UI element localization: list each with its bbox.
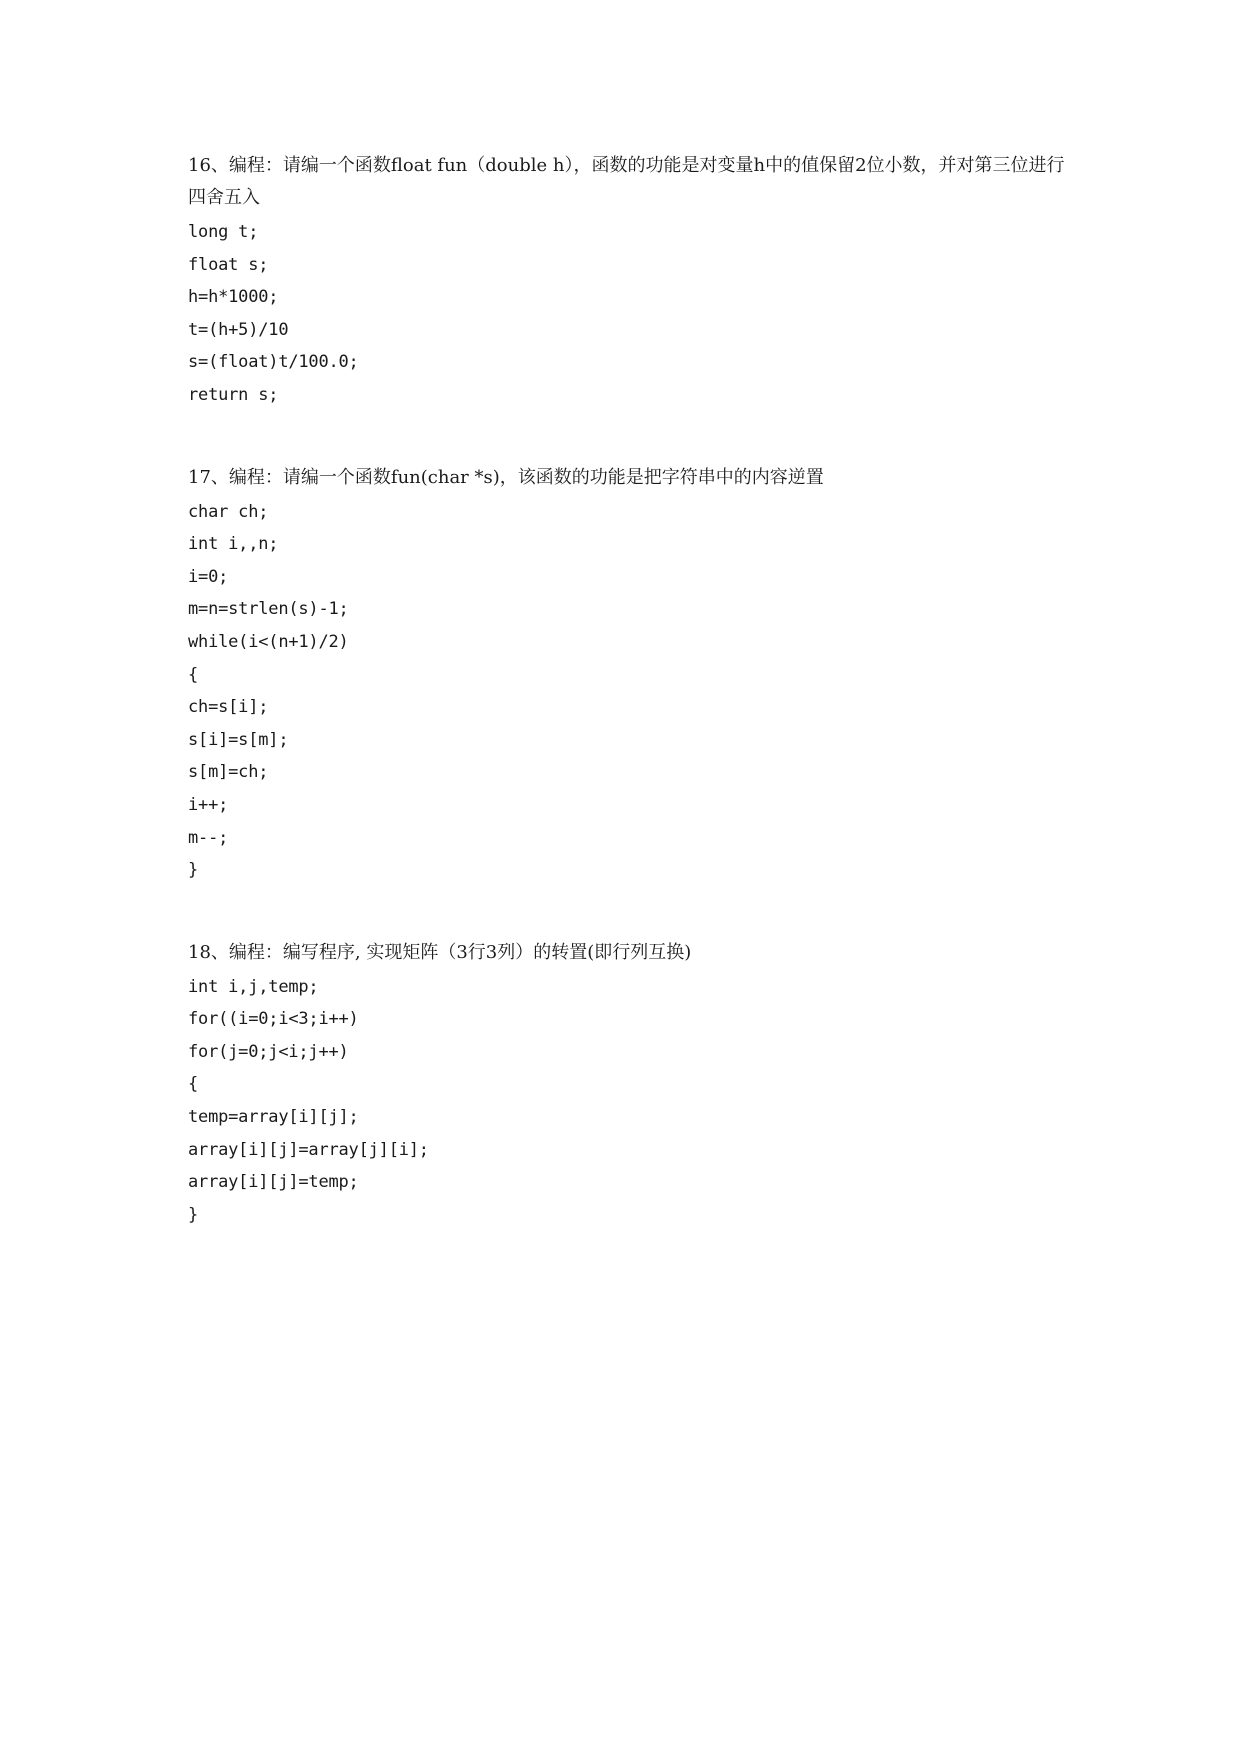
code-line: { xyxy=(188,1074,199,1095)
code-line: return s; xyxy=(188,384,279,405)
code-line: temp=array[i][j]; xyxy=(188,1107,359,1128)
question-18 xyxy=(188,937,1068,1232)
code-line: s=(float)t/100.0; xyxy=(188,352,359,373)
question-text: 16、编程：请编一个函数float fun（double h），函数的功能是对变量h中的值保留2位小数，并对第三位进行四舍五入 xyxy=(188,155,1065,208)
code-line: h=h*1000; xyxy=(188,287,279,308)
code-line: i=0; xyxy=(188,566,229,587)
question-17 xyxy=(188,462,1068,887)
question-16 xyxy=(188,150,1068,412)
code-block xyxy=(188,216,1068,412)
document-content xyxy=(188,150,1068,1281)
code-line: array[i][j]=array[j][i]; xyxy=(188,1139,429,1160)
code-line: } xyxy=(188,1204,199,1225)
code-line: ch=s[i]; xyxy=(188,697,269,718)
code-line: s[i]=s[m]; xyxy=(188,729,289,750)
code-line: } xyxy=(188,860,199,881)
code-line: for(j=0;j<i;j++) xyxy=(188,1041,349,1062)
code-line: array[i][j]=temp; xyxy=(188,1172,359,1193)
code-line: float s; xyxy=(188,254,269,275)
question-text: 17、编程：请编一个函数fun(char *s)，该函数的功能是把字符串中的内容逆置 xyxy=(188,466,824,488)
code-line: i++; xyxy=(188,794,229,815)
code-line: m--; xyxy=(188,827,229,848)
code-block xyxy=(188,971,1068,1232)
code-line: s[m]=ch; xyxy=(188,762,269,783)
code-line: int i,j,temp; xyxy=(188,976,319,997)
code-line: while(i<(n+1)/2) xyxy=(188,631,349,652)
question-text: 18、编程：编写程序, 实现矩阵（3行3列）的转置(即行列互换) xyxy=(188,941,692,963)
code-block xyxy=(188,496,1068,887)
code-line: char ch; xyxy=(188,501,269,522)
code-line: int i,,n; xyxy=(188,534,279,555)
code-line: long t; xyxy=(188,222,259,242)
code-line: m=n=strlen(s)-1; xyxy=(188,599,349,620)
code-line: { xyxy=(188,664,199,685)
code-line: t=(h+5)/10 xyxy=(188,319,289,340)
code-line: for((i=0;i<3;i++) xyxy=(188,1009,359,1030)
